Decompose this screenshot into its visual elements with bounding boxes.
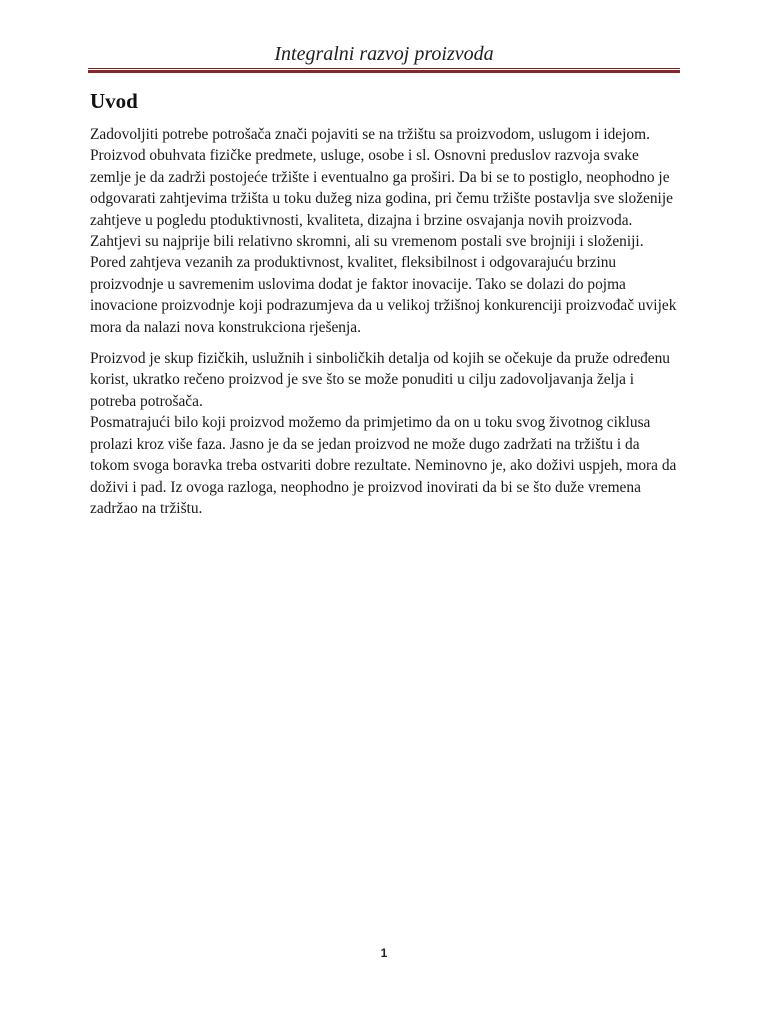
paragraph-intro: Zadovoljiti potrebe potrošača znači pojaviti se na tržištu sa proizvodom, uslugom i idejom. Proizvod obuhvata fizičke predmete, usluge, osobe i sl. Osnovni preduslov razvoja svake zemlje je da zadrži postojeće tržište i eventualno ga proširi. Da bi se to postiglo, neophodno je odgovarati zahtjevima tržišta u toku dužeg niza godina, pri čemu tržište postavlja sve složenije zahtjeve u pogledu ptoduktivnosti, kvaliteta, dizajna i brzine osvajanja novih proizvoda. Zahtjevi su najprije bili relativno skromni, ali su vremenom postali sve brojniji i složeniji. Pored zahtjeva vezanih za produktivnost, kvalitet, fleksibilnost i odgovarajuću brzinu proizvodnje u savremenim uslovima dodat je faktor inovacije. Tako se dolazi do pojma inovacione proizvodnje koji podrazumjeva da u velikoj tržišnoj konkurenciji proizvođač uvijek mora da nalazi nova konstrukciona rješenja. — [90, 126, 677, 336]
paragraph-product-definition: Proizvod je skup fizičkih, uslužnih i sinboličkih detalja od kojih se očekuje da pruže određenu korist, ukratko rečeno proizvod je sve što se može ponuditi u cilju zadovoljavanja želja i potreba potrošača. — [90, 350, 670, 410]
document-body — [90, 124, 678, 519]
section-heading: Uvod — [90, 89, 138, 113]
page-header-title: Integralni razvoj proizvoda — [274, 43, 494, 65]
header-divider — [88, 68, 680, 74]
header-divider-thin-line — [88, 68, 680, 69]
page-number: 1 — [380, 946, 388, 960]
paragraph-product-lifecycle: Posmatrajući bilo koji proizvod možemo da primjetimo da on u toku svog životnog ciklusa prolazi kroz više faza. Jasno je da se jedan proizvod ne može dugo zadržati na tržištu i da tokom svoga boravka treba ostvariti dobre rezultate. Neminovno je, ako doživi uspjeh, mora da doživi i pad. Iz ovoga razloga, neophodno je proizvod inovirati da bi se što duže vremena zadržao na tržištu. — [90, 414, 677, 517]
header-divider-thick-line — [88, 70, 680, 73]
